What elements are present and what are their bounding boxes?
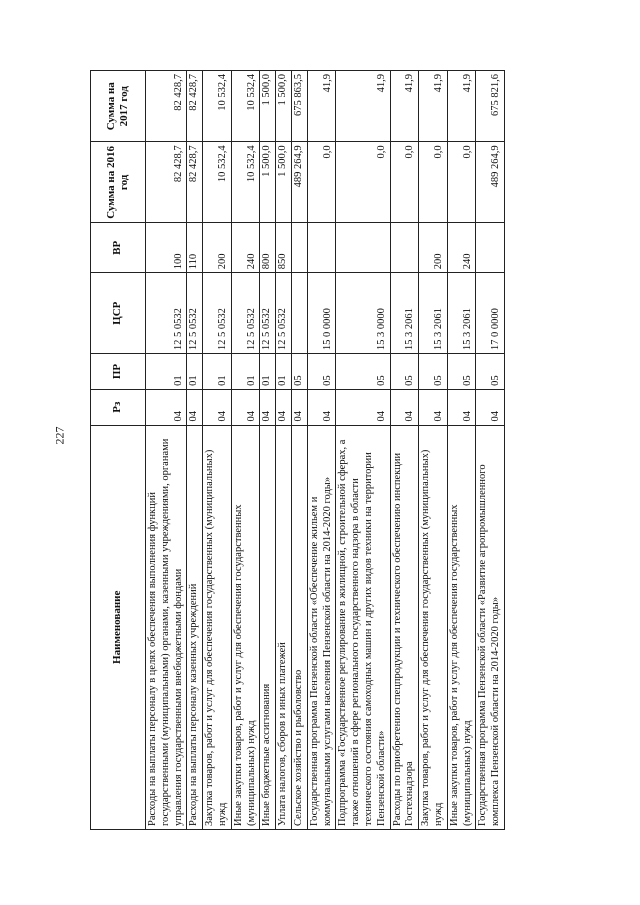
cell-sum-2016: 0,0 (419, 142, 448, 223)
cell-sum-2016: 0,0 (390, 142, 419, 223)
cell-rz: 04 (307, 389, 336, 425)
cell-vr: 240 (231, 223, 260, 273)
cell-pr: 01 (231, 354, 260, 390)
cell-csr: 15 3 2061 (419, 273, 448, 354)
cell-sum-2016: 0,0 (307, 142, 336, 223)
table-row (187, 71, 203, 830)
cell-vr (476, 223, 505, 273)
cell-pr: 05 (336, 354, 390, 390)
cell-csr (291, 273, 307, 354)
cell-sum-2017: 82 428,7 (146, 71, 187, 142)
cell-pr: 05 (390, 354, 419, 390)
cell-sum-2017: 41,9 (390, 71, 419, 142)
cell-sum-2016: 0,0 (447, 142, 476, 223)
cell-vr: 200 (419, 223, 448, 273)
cell-pr: 01 (146, 354, 187, 390)
cell-pr: 05 (291, 354, 307, 390)
table-row (476, 71, 505, 830)
budget-table-container (90, 70, 570, 830)
cell-name: Государственная программа Пензенской области «Обеспечение жильем и коммунальными услугами населения Пензенской области на 2014-2020 годы» (307, 425, 336, 829)
cell-pr: 05 (307, 354, 336, 390)
cell-pr: 01 (276, 354, 292, 390)
cell-csr: 12 5 0532 (260, 273, 276, 354)
cell-name: Расходы на выплаты персоналу казенных учреждений (187, 425, 203, 829)
cell-rz: 04 (390, 389, 419, 425)
cell-name: Иные закупки товаров, работ и услуг для обеспечения государственных (муниципальных) нужд (447, 425, 476, 829)
cell-sum-2017: 41,9 (307, 71, 336, 142)
cell-pr: 05 (476, 354, 505, 390)
cell-csr: 12 5 0532 (276, 273, 292, 354)
cell-vr: 100 (146, 223, 187, 273)
table-row (146, 71, 187, 830)
cell-name: Иные бюджетные ассигнования (260, 425, 276, 829)
cell-rz: 04 (203, 389, 232, 425)
table-row (336, 71, 390, 830)
cell-rz: 04 (260, 389, 276, 425)
header-name: Наименование (91, 425, 146, 829)
cell-vr (390, 223, 419, 273)
table-row (419, 71, 448, 830)
cell-name: Закупка товаров, работ и услуг для обеспечения государственных (муниципальных) нужд (419, 425, 448, 829)
cell-csr: 15 3 0000 (336, 273, 390, 354)
cell-rz: 04 (419, 389, 448, 425)
cell-name: Сельское хозяйство и рыболовство (291, 425, 307, 829)
table-row (276, 71, 292, 830)
cell-rz: 04 (231, 389, 260, 425)
cell-csr: 15 3 2061 (390, 273, 419, 354)
table-row (307, 71, 336, 830)
cell-csr: 15 0 0000 (307, 273, 336, 354)
cell-sum-2016: 489 264,9 (291, 142, 307, 223)
header-sum-2016: Сумма на 2016 год (91, 142, 146, 223)
header-rz: Рз (91, 389, 146, 425)
cell-rz: 04 (146, 389, 187, 425)
cell-rz: 04 (291, 389, 307, 425)
cell-rz: 04 (476, 389, 505, 425)
cell-sum-2016: 82 428,7 (146, 142, 187, 223)
cell-name: Расходы по приобретению спецпродукции и технического обеспечению инспекции Гостехнадзора (390, 425, 419, 829)
cell-rz: 04 (276, 389, 292, 425)
cell-sum-2017: 675 863,5 (291, 71, 307, 142)
table-row (447, 71, 476, 830)
cell-vr (307, 223, 336, 273)
page-number: 227 (52, 426, 67, 445)
cell-sum-2017: 41,9 (447, 71, 476, 142)
table-row (231, 71, 260, 830)
cell-sum-2016: 1 500,0 (260, 142, 276, 223)
cell-sum-2016: 10 532,4 (203, 142, 232, 223)
table-row (260, 71, 276, 830)
cell-sum-2017: 10 532,4 (231, 71, 260, 142)
cell-sum-2016: 10 532,4 (231, 142, 260, 223)
cell-pr: 05 (419, 354, 448, 390)
table-row (203, 71, 232, 830)
cell-rz: 04 (447, 389, 476, 425)
cell-name: Государственная программа Пензенской области «Развитие агропромышленного комплекса Пензенской области на 2014-2020 годы» (476, 425, 505, 829)
cell-pr: 05 (447, 354, 476, 390)
budget-table (90, 70, 505, 830)
table-row (390, 71, 419, 830)
cell-vr: 110 (187, 223, 203, 273)
table-row (291, 71, 307, 830)
cell-rz: 04 (336, 389, 390, 425)
cell-vr (336, 223, 390, 273)
cell-name: Подпрограмма «Государственное регулирование в жилищной, строительной сферах, а также отношений в сфере регионального государственного надзора в области технического состояния самоходных машин и других видов техники на территории Пензенской области» (336, 425, 390, 829)
cell-csr: 17 0 0000 (476, 273, 505, 354)
cell-sum-2017: 1 500,0 (260, 71, 276, 142)
header-sum-2017: Сумма на 2017 год (91, 71, 146, 142)
cell-sum-2016: 1 500,0 (276, 142, 292, 223)
cell-csr: 12 5 0532 (203, 273, 232, 354)
cell-csr: 15 3 2061 (447, 273, 476, 354)
cell-name: Закупка товаров, работ и услуг для обеспечения государственных (муниципальных) нужд (203, 425, 232, 829)
cell-csr: 12 5 0532 (146, 273, 187, 354)
cell-sum-2017: 41,9 (419, 71, 448, 142)
cell-name: Расходы на выплаты персоналу в целях обеспечения выполнения функций государственными (муниципальными) органами, казенными учреждениями, органами управления государственными внебюджетными фондами (146, 425, 187, 829)
cell-csr: 12 5 0532 (231, 273, 260, 354)
header-vr: ВР (91, 223, 146, 273)
header-csr: ЦСР (91, 273, 146, 354)
cell-pr: 01 (260, 354, 276, 390)
cell-vr: 800 (260, 223, 276, 273)
cell-sum-2017: 1 500,0 (276, 71, 292, 142)
cell-sum-2017: 82 428,7 (187, 71, 203, 142)
cell-vr: 200 (203, 223, 232, 273)
cell-sum-2017: 10 532,4 (203, 71, 232, 142)
cell-name: Уплата налогов, сборов и иных платежей (276, 425, 292, 829)
cell-name: Иные закупки товаров, работ и услуг для обеспечения государственных (муниципальных) нужд (231, 425, 260, 829)
cell-pr: 01 (187, 354, 203, 390)
cell-sum-2016: 0,0 (336, 142, 390, 223)
cell-vr: 850 (276, 223, 292, 273)
cell-sum-2016: 489 264,9 (476, 142, 505, 223)
cell-pr: 01 (203, 354, 232, 390)
cell-vr: 240 (447, 223, 476, 273)
cell-sum-2017: 41,9 (336, 71, 390, 142)
header-pr: ПР (91, 354, 146, 390)
cell-rz: 04 (187, 389, 203, 425)
cell-csr: 12 5 0532 (187, 273, 203, 354)
table-header-row (91, 71, 146, 830)
cell-sum-2017: 675 821,6 (476, 71, 505, 142)
cell-vr (291, 223, 307, 273)
cell-sum-2016: 82 428,7 (187, 142, 203, 223)
